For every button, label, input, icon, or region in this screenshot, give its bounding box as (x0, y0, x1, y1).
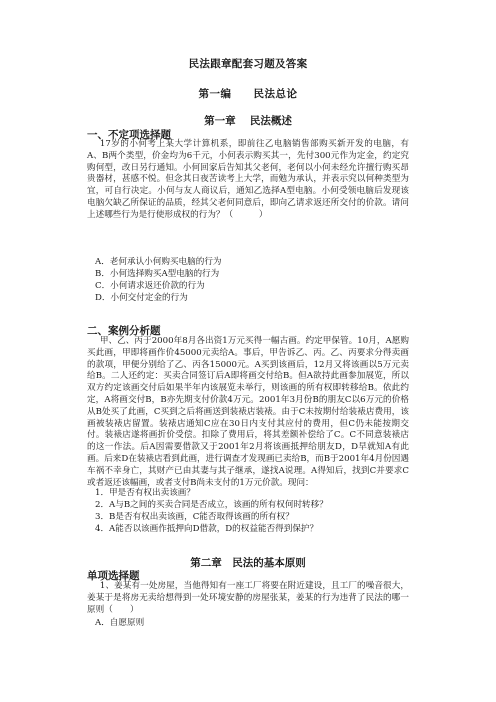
question-1-option-c: C．小何请求返还价款的行为 (95, 281, 205, 291)
case-question-4: 4．A能否以该画作抵押向D借款，D的权益能否得到保护？ (95, 524, 319, 534)
case-text: 甲、乙、丙于2000年8月各出资1万元买得一幅古画。约定甲保管。10月，A愿购买此画，甲即将画作价45000元卖给A。事后，甲告诉乙、丙。乙、丙要求分得卖画的款项，甲便分别给了乙、丙各15000元。A买到该画后，12月又将该画以5万元卖给B。二人还约定：买卖合同签订后A即将画交付给B。但A欲持此画参加展览，所以双方约定该画交付后如果半年内该展览未举行，则该画的所有权即转移给B。依此约定，A将画交付B，B亦先期支付价款4万元。2001年3月份B的朋友C以6万元的价格从B处买了此画，C买到之后将画送到装裱店装裱。由于C未按期付给装裱店费用，该画被装裱店留置。装裱店通知C应在30日内支付其应付的费用，但C仍未能按期交付。装裱店遂将画折价受偿。扣除了费用后，将其差额补偿给了C。C不同意装裱店的这一作法。后A因需要借款又于2001年2月将该画抵押给朋友D，D早就知A有此画。后来D在装裱店看到此画，进行调查才发现画已卖给B，而B于2001年4月份因遇车祸不幸身亡，其财产已由其妻与其子继承，遂找A说理。A得知后，找到C并要求C或者返还该幅画，或者支付B尚未支付的1万元价款。现问： (87, 336, 409, 488)
question-1-option-d: D．小何交付定金的行为 (95, 293, 188, 303)
question-1-option-a: A．老何承认小何购买电脑的行为 (95, 257, 222, 267)
chapter-2-title: 第二章 民法的基本原则 (190, 557, 306, 569)
case-question-3: 3．B是否有权出卖该画，C能否取得该画的所有权？ (95, 512, 294, 522)
chapter-1-title: 第一章 民法概述 (204, 115, 292, 127)
case-question-2: 2．A与B之间的买卖合同是否成立，该画的所有权何时转移？ (95, 500, 328, 510)
section-heading-single-choice: 单项选择题 (87, 570, 140, 582)
section-heading-case-analysis: 二、案例分析题 (87, 325, 161, 337)
question-1-text: 17岁的小何考上某大学计算机系，即前往乙电脑销售部购买新开发的电脑，有A、B两个类型，价金均为6千元，小何表示购买其一，先付300元作为定金，约定究购何型，改日另行通知。小何回家后告知其父老何，老何以小何未经允许擅行购买昂贵器材，甚感不悦。但念其日夜苦读考上大学，而勉为承认，并表示究以何种类型为宜，可自行决定。小何与友人商议后，通知乙选择A型电脑。小何受领电脑后发现该电脑欠缺乙所保证的品质，经其父老何同意后，即向乙请求返还所交付的价款。请问上述哪些行为是行使形成权的行为？（ ） (87, 139, 409, 220)
case-question-1: 1．甲是否有权出卖该画？ (95, 488, 195, 498)
section-heading-multiple-choice: 一、不定项选择题 (87, 129, 171, 141)
question-1-option-b: B．小何选择购买A型电脑的行为 (95, 269, 220, 279)
question-3-text: 1、姜某有一处房屋，当他得知有一座工厂将要在附近建设，且工厂的噪音很大，姜某于是将房无卖给想得到一处环境安静的房屋张某，姜某的行为违背了民法的哪一原则（ ） (87, 581, 409, 615)
document-title: 民法跟章配套习题及答案 (188, 58, 308, 70)
question-3-option-a: A．自愿原则 (95, 618, 145, 628)
part-title: 第一编 民法总论 (198, 88, 298, 100)
